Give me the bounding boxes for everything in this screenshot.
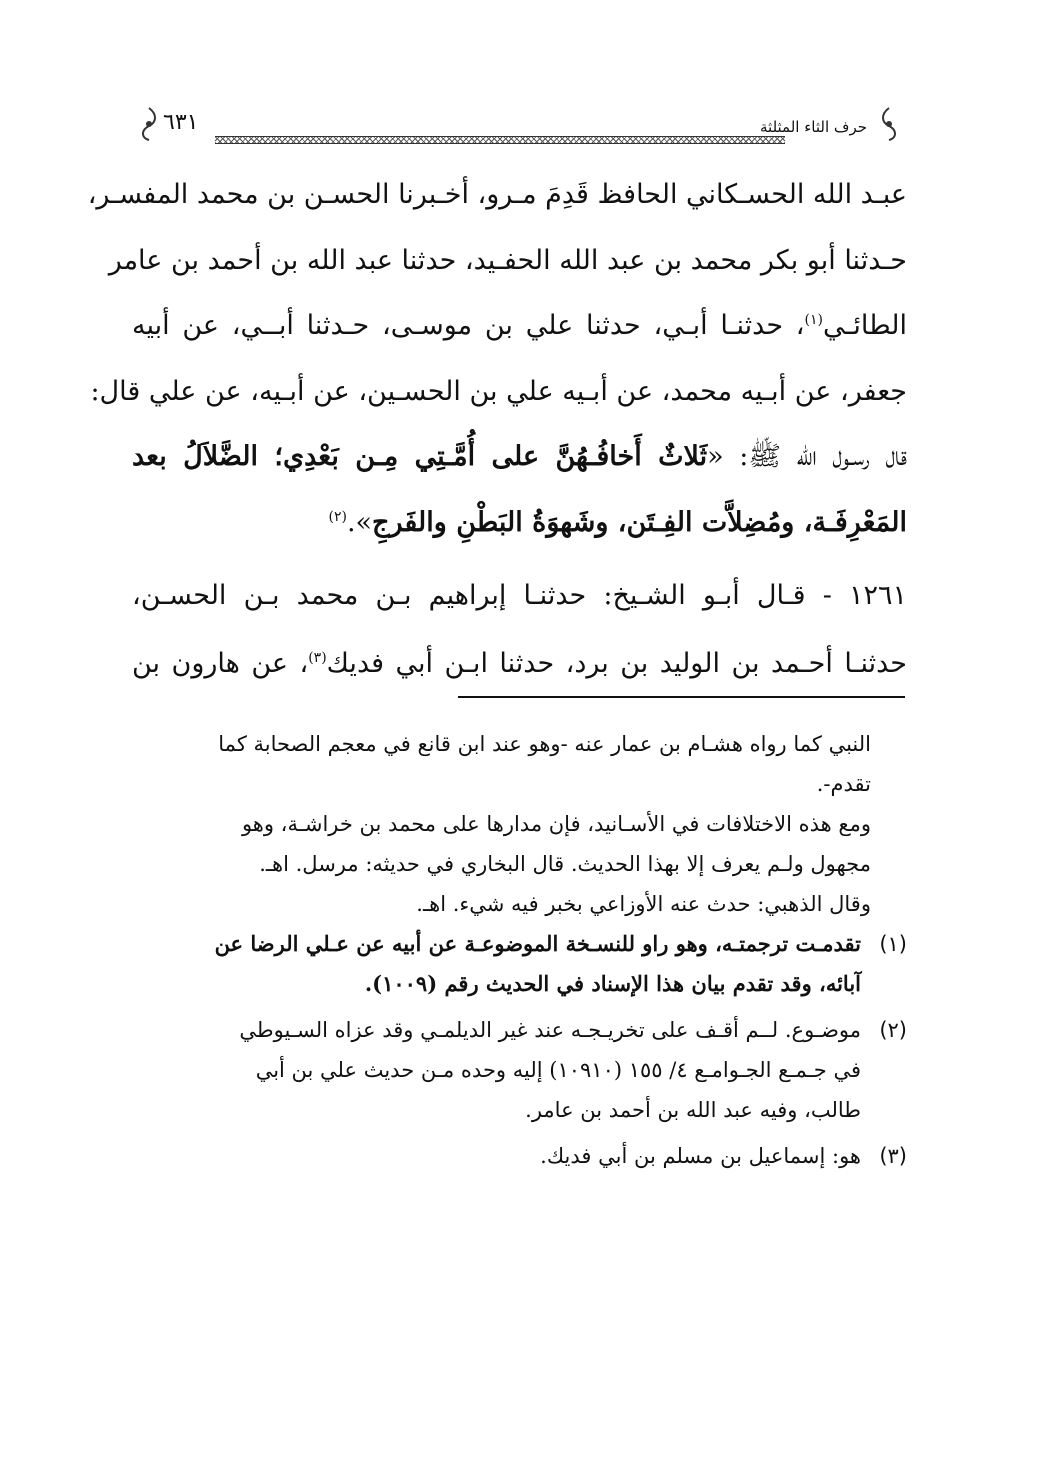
note-line: تقدم-. bbox=[816, 772, 871, 796]
footnote-ref: (١) bbox=[804, 312, 823, 328]
note-line: آبائه، وقد تقدم بيان هذا الإسناد في الحديث رقم (١٠٠٩). bbox=[364, 971, 861, 996]
note-line: طالب، وفيه عبد الله بن أحمد بن عامر. bbox=[525, 1098, 861, 1122]
text-line: حدثنـا أحـمد بن الوليد بن برد، حدثنا ابـن أبي فديك$^{(٣)}$، عن هارون بن bbox=[132, 648, 907, 679]
note-line: في جـمـع الجـوامـع ٤/ ١٥٥ (١٠٩١٠) إليه وحده مـن حديث علي بن أبي bbox=[255, 1058, 861, 1082]
footnote-ref: (٢) bbox=[328, 508, 347, 525]
hadith-1261 bbox=[132, 562, 907, 698]
hadith-text: المَعْرِفَـة، ومُضِلاَّت الفِـتَن، وشَهوَةُ البَطْنِ والفَرجِ bbox=[372, 506, 907, 538]
text-line: جعفر، عن أبـيه محمد، عن أبـيه علي بن الحسـين، عن أبـيه، عن علي قال: bbox=[90, 375, 907, 407]
note-line: موضـوع. لــم أقـف على تخريـجـه عند غير الديلمـي وقد عزاه السـيوطي bbox=[239, 1018, 861, 1042]
text-line: الطائـي$^{(١)}$، حدثنـا أبـي، حدثنا علي بن موسـى، حـدثنا أبــي، عن أبيه bbox=[132, 310, 907, 341]
footnote-number: (١) bbox=[879, 932, 907, 956]
note-line: ومع هذه الاختلافات في الأسـانيد، فإن مدارها على محمد بن خراشـة، وهو bbox=[241, 812, 871, 836]
main-text bbox=[87, 162, 907, 555]
header-title: حرف الثاء المثلثة bbox=[760, 118, 867, 136]
footnote-3 bbox=[132, 1136, 907, 1176]
text-line: حـدثنا أبو بكر محمد بن عبد الله الحفـيد، حدثنا عبد الله بن أحمد بن عامر bbox=[108, 244, 907, 276]
footnote-continuation bbox=[132, 724, 907, 924]
text-line: قال رسـول الله ﷺ: «ثَلاثٌ أَخافُـهُنَّ على أُمَّـتِي مِـن بَعْدِي؛ الضَّلاَلُ بعد bbox=[132, 441, 907, 472]
note-line: هو: إسماعيل بن مسلم بن أبي فديك. bbox=[540, 1144, 861, 1168]
hadith-text: ثَلاثٌ أَخافُـهُنَّ على أُمَّـتِي مِـن بَعْدِي؛ الضَّلاَلُ بعد bbox=[132, 441, 708, 472]
footnote-1 bbox=[132, 924, 907, 1004]
note-line: مجهول ولـم يعرف إلا بهذا الحديث. قال البخاري في حديثه: مرسل. اهـ. bbox=[259, 852, 871, 876]
header-divider bbox=[215, 136, 785, 144]
note-line: تقدمـت ترجمتـه، وهو راو للنسـخة الموضوعـة عن أبيه عن عـلي الرضا عن bbox=[214, 931, 861, 956]
footnote-number: (٢) bbox=[879, 1018, 907, 1042]
ornament-icon bbox=[137, 106, 161, 142]
text-line: ١٢٦١ - قـال أبـو الشـيخ: حدثنـا إبراهيم بـن محمد بـن الحسـن، bbox=[132, 580, 907, 611]
footnotes bbox=[132, 724, 907, 1176]
note-line: وقال الذهبي: حدث عنه الأوزاعي بخبر فيه شيء. اهـ. bbox=[416, 892, 871, 916]
text-line: عبـد الله الحسـكاني الحافظ قَدِمَ مـرو، أخـبرنا الحسـن بن محمد المفسـر، bbox=[87, 179, 907, 210]
note-line: النبي كما رواه هشـام بن عمار عنه -وهو عند ابن قانع في معجم الصحابة كما bbox=[218, 732, 871, 756]
footnote-separator bbox=[458, 696, 905, 698]
footnote-number: (٣) bbox=[879, 1144, 907, 1168]
footnote-2 bbox=[132, 1010, 907, 1130]
page-header bbox=[135, 102, 905, 146]
ornament-icon bbox=[877, 106, 901, 142]
footnote-ref: (٣) bbox=[308, 650, 327, 666]
page-number: ٦٣١ bbox=[163, 110, 199, 135]
text-line: المَعْرِفَـة، ومُضِلاَّت الفِـتَن، وشَهوَةُ البَطْنِ والفَرجِ».$^{(٢)}$ bbox=[328, 506, 907, 538]
